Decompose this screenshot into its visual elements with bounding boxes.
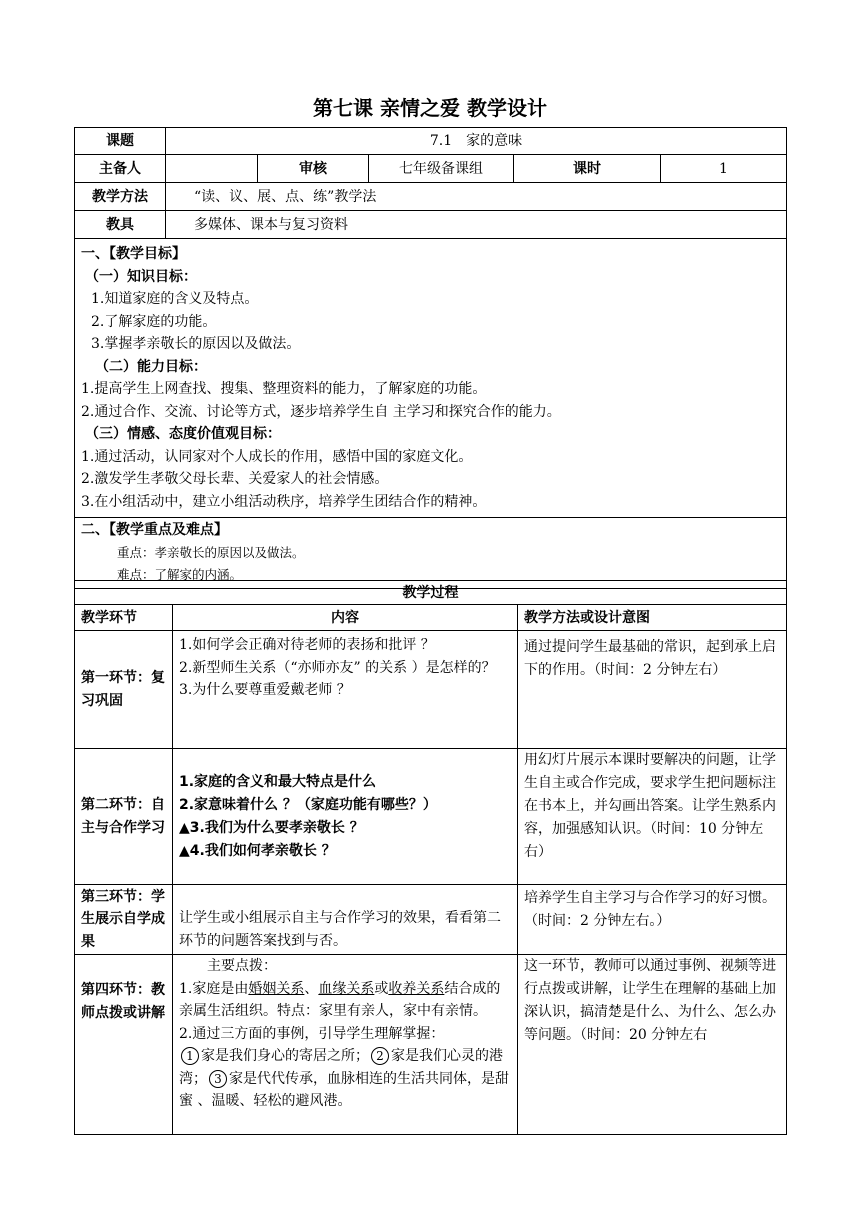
content-line: 3.为什么要尊重爱戴老师 ？ bbox=[179, 682, 351, 698]
stage-label: 第四环节：教师点拨或讲解 bbox=[75, 955, 173, 1135]
key-point: 重点：孝亲敬长的原因以及做法。 bbox=[117, 544, 305, 560]
objectives-section bbox=[75, 239, 787, 518]
preparer-label: 主备人 bbox=[75, 155, 166, 183]
underlined-term: 收养关系 bbox=[388, 980, 445, 997]
ability-heading: （二）能力目标： bbox=[95, 358, 207, 375]
stage-content bbox=[173, 955, 518, 1135]
stage-content bbox=[173, 631, 518, 749]
ability-item: 2.通过合作、交流、讨论等方式，逐步培养学生自 主学习和探究合作的能力。 bbox=[81, 403, 561, 420]
page-title: 第七课 亲情之爱 教学设计 bbox=[313, 96, 547, 120]
content-line: 1.家庭的含义和最大特点是什么 bbox=[179, 773, 377, 790]
stage-label: 第三环节：学生展示自学成果 bbox=[75, 885, 173, 955]
content-line: 1.如何学会正确对待老师的表扬和批评 ？ bbox=[179, 637, 435, 653]
underlined-term: 血缘关系 bbox=[318, 980, 375, 997]
tools-label: 教具 bbox=[75, 211, 166, 239]
topic-value: 7.1 家的意味 bbox=[166, 128, 787, 155]
review-value: 七年级备课组 bbox=[369, 155, 514, 183]
content-line: 主要点拨： bbox=[207, 958, 277, 974]
method-value: “读、议、展、点、练”教学法 bbox=[166, 183, 787, 211]
stage-content bbox=[173, 749, 518, 885]
knowledge-item: 1.知道家庭的含义及特点。 bbox=[91, 291, 259, 307]
content-line: 1.家庭是由婚姻关系、血缘关系或收养关系结合成的亲属生活组织。特点：家里有亲人，家中有亲情。 bbox=[179, 980, 501, 1019]
hours-label: 课时 bbox=[514, 155, 661, 183]
difficult-point: 难点：了解家的内涵。 bbox=[117, 567, 243, 582]
process-heading: 教学过程 bbox=[75, 581, 787, 605]
stage-method: 通过提问学生最基础的常识，起到承上启下的作用。（时间：2 分钟左右） bbox=[518, 631, 787, 749]
method-label: 教学方法 bbox=[75, 183, 166, 211]
emotion-item: 3.在小组活动中，建立小组活动秩序，培养学生团结合作的精神。 bbox=[81, 493, 487, 510]
key-points-heading: 二、【教学重点及难点】 bbox=[81, 522, 228, 538]
preparer-value bbox=[166, 155, 258, 183]
content-line: 2.通过三方面的事例，引导学生理解掌握： bbox=[179, 1025, 445, 1042]
knowledge-item: 3.掌握孝亲敬长的原因以及做法。 bbox=[91, 336, 301, 352]
stage-label: 第一环节：复习巩固 bbox=[75, 631, 173, 749]
col-method: 教学方法或设计意图 bbox=[518, 605, 787, 631]
knowledge-heading: （一）知识目标： bbox=[85, 268, 197, 285]
topic-label: 课题 bbox=[75, 128, 166, 155]
knowledge-item: 2.了解家庭的功能。 bbox=[91, 313, 217, 330]
stage-label: 第二环节：自主与合作学习 bbox=[75, 749, 173, 885]
content-line: 2.新型师生关系（“亦师亦友” 的关系 ）是怎样的？ bbox=[179, 659, 496, 676]
stage-content: 让学生或小组展示自主与合作学习的效果，看看第二环节的问题答案找到与否。 bbox=[173, 885, 518, 955]
key-points-section bbox=[75, 518, 787, 589]
col-stage: 教学环节 bbox=[75, 605, 173, 631]
content-line: ▲3.我们为什么要孝亲敬长 ？ bbox=[179, 819, 364, 836]
stage-method: 这一环节，教师可以通过事例、视频等进行点拨或讲解，让学生在理解的基础上加深认识，搞清楚是什么、为什么、怎么办等问题。（时间：20 分钟左右 bbox=[518, 955, 787, 1135]
emotion-item: 2.激发学生孝敬父母长辈、关爱家人的社会情感。 bbox=[81, 471, 389, 487]
review-label: 审核 bbox=[258, 155, 369, 183]
circled-number: 2 bbox=[371, 1047, 389, 1065]
circled-number: 3 bbox=[209, 1070, 227, 1088]
col-content: 内容 bbox=[173, 605, 518, 631]
hours-value: 1 bbox=[661, 155, 787, 183]
objectives-heading: 一、【教学目标】 bbox=[81, 246, 186, 262]
circled-number: 1 bbox=[181, 1047, 199, 1065]
ability-item: 1.提高学生上网查找、搜集、整理资料的能力，了解家庭的功能。 bbox=[81, 381, 487, 397]
info-table bbox=[74, 127, 787, 589]
emotion-item: 1.通过活动，认同家对个人成长的作用，感悟中国的家庭文化。 bbox=[81, 448, 473, 465]
stage-method: 用幻灯片展示本课时要解决的问题，让学生自主或合作完成，要求学生把问题标注在书本上，并勾画出答案。让学生熟系内容，加强感知认识。（时间：10 分钟左右） bbox=[518, 749, 787, 885]
stage-method: 培养学生自主学习与合作学习的好习惯。（时间：2 分钟左右。） bbox=[518, 885, 787, 955]
content-line: ▲4.我们如何孝亲敬长 ？ bbox=[179, 842, 336, 859]
tools-value: 多媒体、课本与复习资料 bbox=[166, 211, 787, 239]
process-table bbox=[74, 580, 787, 1135]
content-line: 2.家意味着什么 ？（家庭功能有哪些？） bbox=[179, 796, 437, 813]
underlined-term: 婚姻关系 bbox=[248, 980, 305, 997]
emotion-heading: （三）情感、态度价值观目标： bbox=[85, 426, 281, 442]
content-line: 1 家是我们身心的寄居之所； 2 家是我们心灵的港湾； 3 家是代代传承，血脉相连的生活共同体，是甜蜜 、温暖、轻松的避风港。 bbox=[179, 1048, 509, 1109]
